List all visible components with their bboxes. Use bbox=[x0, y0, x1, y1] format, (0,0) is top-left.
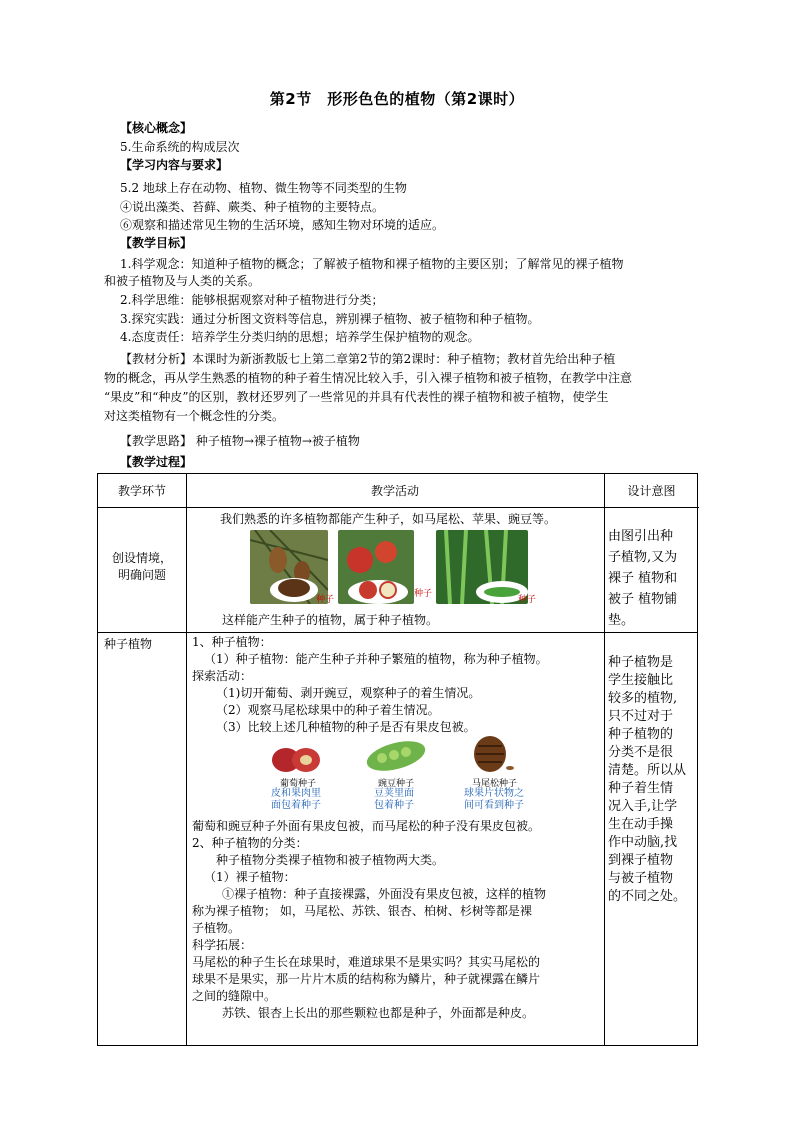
goal-item: 和被子植物及与人类的关系。 bbox=[104, 274, 261, 288]
img-note: 豆荚里面 包着种子 bbox=[374, 788, 414, 811]
learning-item: ④说出藻类、苔藓、蕨类、种子植物的主要特点。 bbox=[120, 200, 385, 214]
seed-label: 种子 bbox=[316, 595, 335, 605]
core-concept: 5.生命系统的构成层次 bbox=[120, 140, 240, 154]
img-label: 葡萄种子 bbox=[280, 779, 317, 789]
process-heading: 【教学过程】 bbox=[120, 455, 193, 469]
img-note: 皮和果肉里 面包着种子 bbox=[271, 788, 321, 811]
apple-image bbox=[338, 530, 414, 604]
learning-item: 5.2 地球上存在动物、植物、微生物等不同类型的生物 bbox=[120, 181, 407, 195]
grape-image bbox=[268, 740, 324, 774]
activity-text: 这样能产生种子的植物，属于种子植物。 bbox=[222, 613, 439, 627]
analysis-text: 【教材分析】本课时为新浙教版七上第二章第2节的第2课时：种子植物；教材首先给出种子植 bbox=[120, 352, 616, 366]
table-header: 教学活动 bbox=[186, 474, 604, 508]
peapod-image bbox=[364, 736, 428, 774]
teaching-thinking: 【教学思路】 种子植物→裸子植物→被子植物 bbox=[120, 434, 360, 448]
pea-image bbox=[436, 530, 528, 604]
stage-cell: 创设情境， 明确问题 bbox=[111, 551, 172, 582]
activity-lines: 葡萄和豌豆种子外面有果皮包被，而马尾松的种子没有果皮包被。 2、种子植物的分类： 种子植物分类裸子植物和被子植物两大类。 （1）裸子植物： ①裸子植物：种子直接裸露，外面没有果皮包被，这样的植物 称为裸子植物； 如，马尾松、苏铁、银杏、柏树、杉树等都是裸 子植物。 科学拓展： 马尾松的种子生长在球果时，难道球果不是果实吗？其实马尾松的 球果不是果实，那一片片木质的结构称为鳞片，种子就裸露在鳞片 之间的缝隙中。 苏铁、银杏上长出的那些颗粒也都是种子，外面都是种皮。 bbox=[192, 819, 547, 1020]
learning-item: ⑥观察和描述常见生物的生活环境，感知生物对环境的适应。 bbox=[120, 218, 445, 232]
page-title: 第2节 形形色色的植物（第2课时） bbox=[269, 90, 525, 108]
activity-lines: 1、种子植物： （1）种子植物：能产生种子并种子繁殖的植物，称为种子植物。 探索活动： （1)切开葡萄、剥开豌豆，观察种子的着生情况。 （2）观察马尾松球果中的种子着生情况。 （3）比较上述几种植物的种子是否有果皮包被。 bbox=[192, 635, 548, 734]
core-concept-heading: 【核心概念】 bbox=[120, 121, 193, 135]
img-label: 豌豆种子 bbox=[378, 779, 415, 789]
learning-heading: 【学习内容与要求】 bbox=[120, 158, 229, 172]
goals-heading: 【教学目标】 bbox=[120, 236, 193, 250]
activity-text: 我们熟悉的许多植物都能产生种子，如马尾松、苹果、豌豆等。 bbox=[220, 512, 557, 526]
table-header: 设计意图 bbox=[604, 474, 699, 508]
process-table bbox=[97, 473, 698, 1046]
intent-cell: 种子植物是 学生接触比 较多的植物, 只不过对于 种子植物的 分类不是很 清楚。所以从 种子着生情 况入手,让学 生在动手操 作中动脑,找 到裸子植物 与被子植物 的不同之处。 bbox=[608, 655, 687, 904]
analysis-text: 对这类植物有一个概念性的分类。 bbox=[104, 409, 285, 423]
intent-cell: 由图引出种 子植物,又为 裸子 植物和 被子 植物铺 垫。 bbox=[608, 529, 678, 628]
goal-item: 1.科学观念：知道种子植物的概念；了解被子植物和裸子植物的主要区别；了解常见的裸子植物 bbox=[120, 257, 624, 271]
img-note: 球果片状物之 间可看到种子 bbox=[464, 788, 524, 811]
img-label: 马尾松种子 bbox=[472, 779, 518, 789]
table-header: 教学环节 bbox=[98, 474, 186, 508]
analysis-text: “果皮”和“种皮”的区别，教材还罗列了一些常见的并具有代表性的裸子植物和被子植物，使学生 bbox=[104, 390, 609, 404]
stage-cell: 种子植物 bbox=[104, 637, 153, 651]
goal-item: 4.态度责任：培养学生分类归纳的思想；培养学生保护植物的观念。 bbox=[120, 330, 480, 344]
seed-label: 种子 bbox=[518, 595, 537, 605]
goal-item: 3.探究实践：通过分析图文资料等信息，辨别裸子植物、被子植物和种子植物。 bbox=[120, 312, 540, 326]
seed-label: 种子 bbox=[414, 589, 433, 599]
pinecone-image bbox=[466, 734, 516, 774]
analysis-text: 物的概念，再从学生熟悉的植物的种子着生情况比较入手，引入裸子植物和被子植物，在教学中注意 bbox=[104, 371, 633, 385]
goal-item: 2.科学思维：能够根据观察对种子植物进行分类； bbox=[120, 293, 384, 307]
